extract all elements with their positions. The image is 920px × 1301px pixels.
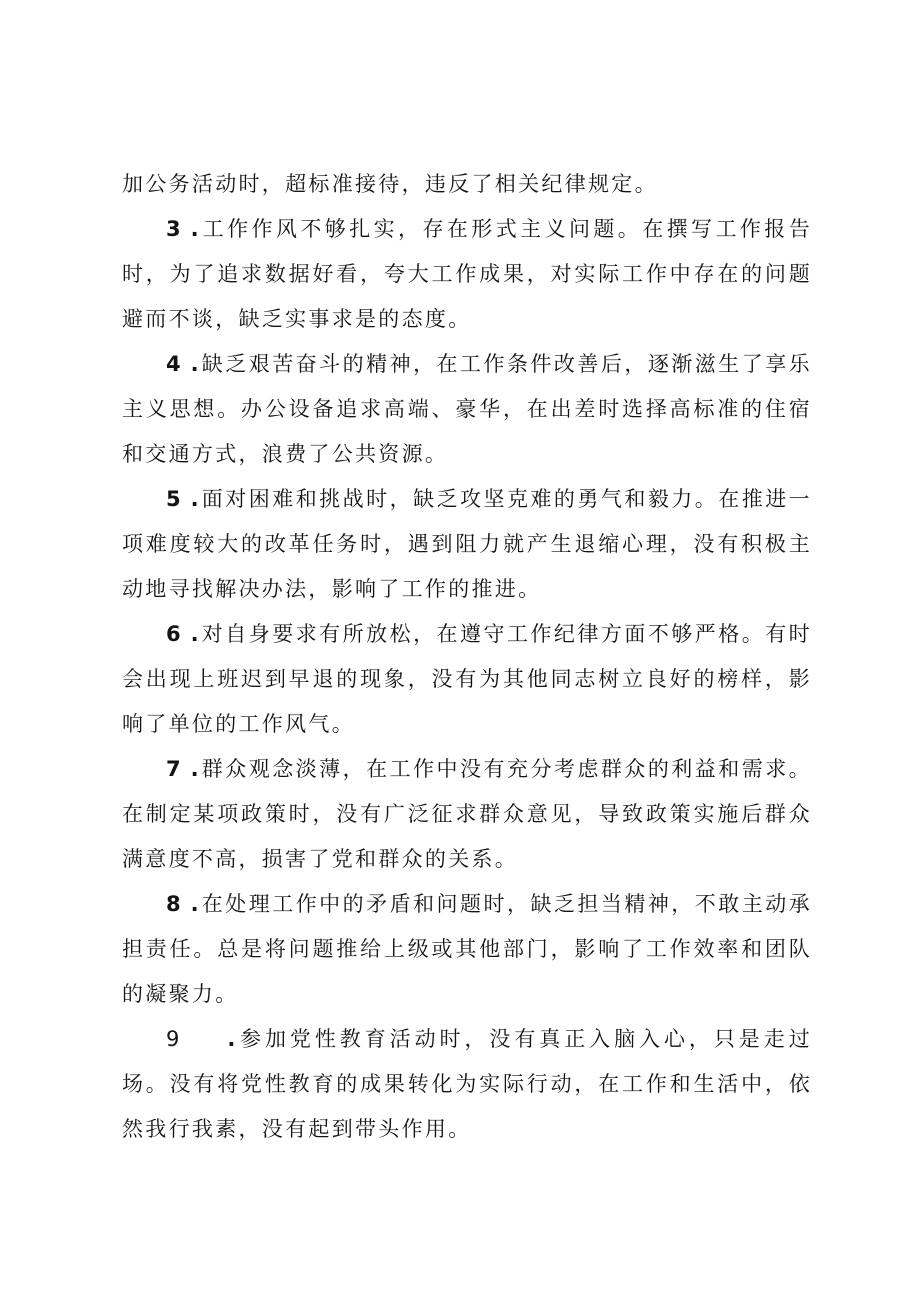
item-separator: . [190, 487, 199, 511]
item-separator: . [190, 217, 199, 241]
item-text: 面对困难和挑战时，缺乏攻坚克难的勇气和毅力。在推进一项难度较大的改革任务时，遇到阻力就产生退缩心理，没有积极主动地寻找解决办法，影响了工作的推进。 [122, 487, 812, 601]
list-item-6 [122, 612, 812, 747]
item-separator: . [227, 1027, 236, 1051]
item-number: 8 [166, 892, 181, 916]
item-separator: . [190, 892, 199, 916]
item-text: 缺乏艰苦奋斗的精神，在工作条件改善后，逐渐滋生了享乐主义思想。办公设备追求高端、豪华，在出差时选择高标准的住宿和交通方式，浪费了公共资源。 [122, 352, 812, 466]
item-separator: . [190, 757, 199, 781]
item-number: 5 [166, 487, 181, 511]
item-text: 群众观念淡薄，在工作中没有充分考虑群众的利益和需求。在制定某项政策时，没有广泛征求群众意见，导致政策实施后群众满意度不高，损害了党和群众的关系。 [122, 757, 812, 871]
item-text: 工作作风不够扎实，存在形式主义问题。在撰写工作报告时，为了追求数据好看，夸大工作成果，对实际工作中存在的问题避而不谈，缺乏实事求是的态度。 [122, 217, 812, 331]
item-number: 3 [166, 217, 181, 241]
item-number: 9 [166, 1027, 180, 1051]
document-body [122, 162, 812, 1152]
item-text: 对自身要求有所放松，在遵守工作纪律方面不够严格。有时会出现上班迟到早退的现象，没有为其他同志树立良好的榜样，影响了单位的工作风气。 [122, 622, 812, 736]
list-item-3 [122, 207, 812, 342]
list-item-5 [122, 477, 812, 612]
paragraph-continuation [122, 162, 812, 207]
list-item-9 [122, 1017, 812, 1152]
list-item-4 [122, 342, 812, 477]
item-number: 6 [166, 622, 181, 646]
paragraph-text: 加公务活动时，超标准接待，违反了相关纪律规定。 [122, 172, 658, 196]
item-number: 4 [166, 352, 181, 376]
list-item-7 [122, 747, 812, 882]
item-text: 在处理工作中的矛盾和问题时，缺乏担当精神，不敢主动承担责任。总是将问题推给上级或其他部门，影响了工作效率和团队的凝聚力。 [122, 892, 812, 1006]
item-separator: . [190, 622, 199, 646]
item-number: 7 [166, 757, 181, 781]
list-item-8 [122, 882, 812, 1017]
item-separator: . [190, 352, 199, 376]
item-text: 参加党性教育活动时，没有真正入脑入心，只是走过场。没有将党性教育的成果转化为实际行动，在工作和生活中，依然我行我素，没有起到带头作用。 [122, 1027, 812, 1141]
